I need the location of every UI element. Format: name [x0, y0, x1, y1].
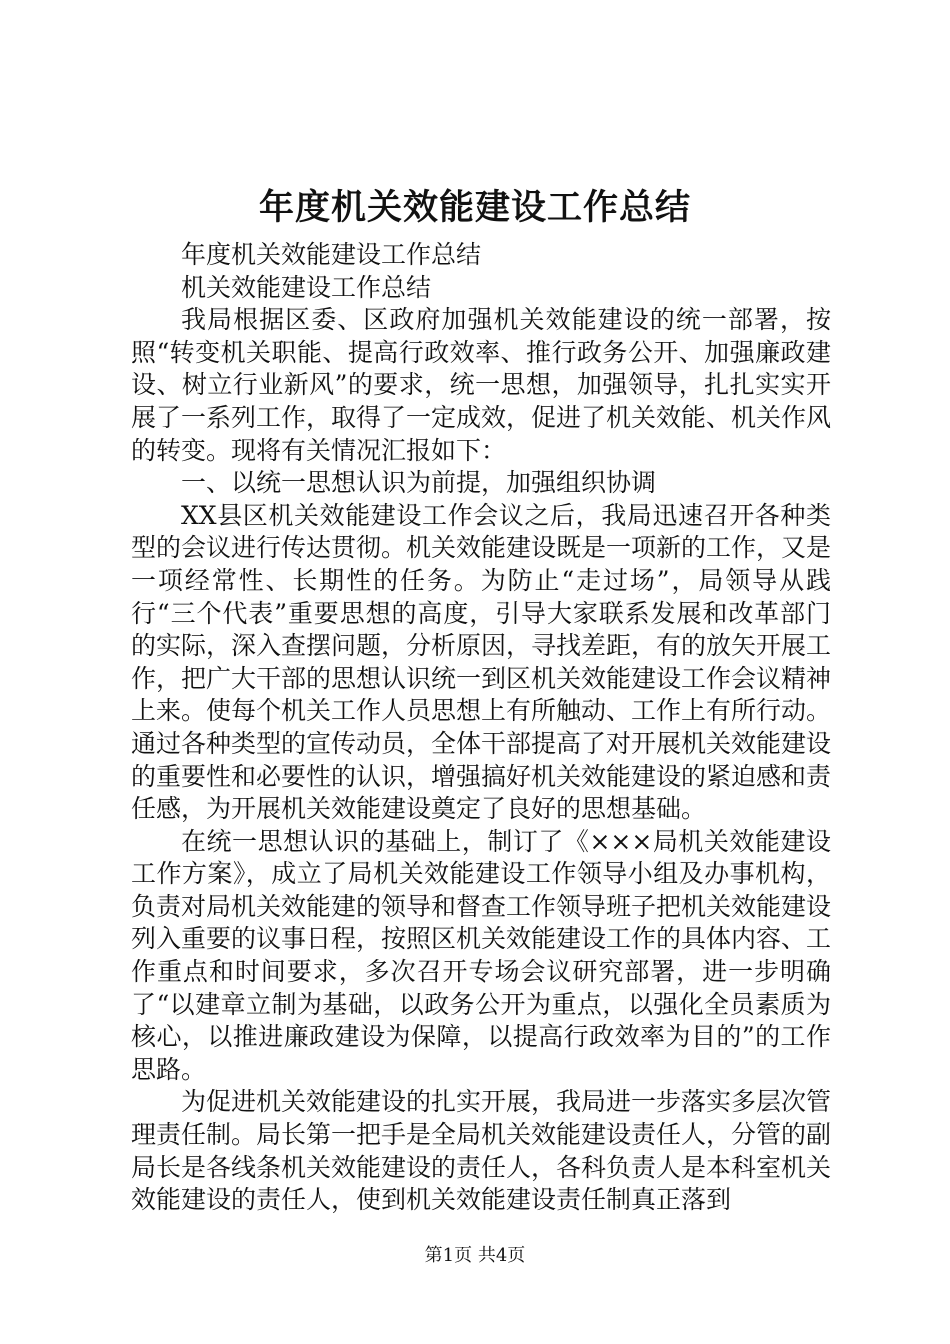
paragraph: 在统一思想认识的基础上，制订了《×××局机关效能建设工作方案》，成立了局机关效能建设工作领导小组及办事机构，负责对局机关效能建的领导和督查工作领导班子把机关效能建设列入重要的议事日程，按照区机关效能建设工作的具体内容、工作重点和时间要求，多次召开专场会议研究部署，进一步明确了“以建章立制为基础，以政务公开为重点，以强化全员素质为核心，以推进廉政建设为保障，以提高行政效率为目的”的工作思路。 [131, 826, 832, 1084]
paragraph: 年度机关效能建设工作总结 [181, 240, 482, 269]
paragraph: XX县区机关效能建设工作会议之后，我局迅速召开各种类型的会议进行传达贯彻。机关效能建设既是一项新的工作，又是一项经常性、长期性的任务。为防止“走过场”，局领导从践行“三个代表”重要思想的高度，引导大家联系发展和改革部门的实际，深入查摆问题，分析原因，寻找差距，有的放矢开展工作，把广大干部的思想认识统一到区机关效能建设工作会议精神上来。使每个机关工作人员思想上有所触动、工作上有所行动。通过各种类型的宣传动员，全体干部提高了对开展机关效能建设的重要性和必要性的认识，增强搞好机关效能建设的紧迫感和责任感，为开展机关效能建设奠定了良好的思想基础。 [131, 500, 832, 824]
document-title: 年度机关效能建设工作总结 [258, 187, 691, 228]
paragraph: 机关效能建设工作总结 [181, 272, 432, 302]
document-body [131, 239, 831, 1217]
paragraph: 为促进机关效能建设的扎实开展，我局进一步落实多层次管理责任制。局长第一把手是全局机关效能建设责任人，分管的副局长是各线条机关效能建设的责任人，各科负责人是本科室机关效能建设的责任人，使到机关效能建设责任制真正落到 [131, 1087, 832, 1215]
paragraph: 我局根据区委、区政府加强机关效能建设的统一部署，按照“转变机关职能、提高行政效率、推行政务公开、加强廉政建设、树立行业新风”的要求，统一思想，加强领导，扎扎实实开展了一系列工作，取得了一定成效，促进了机关效能、机关作风的转变。现将有关情况汇报如下： [131, 305, 832, 465]
page-footer: 第1页 共4页 [424, 1245, 526, 1266]
section-heading: 一、以统一思想认识为前提，加强组织协调 [181, 468, 657, 498]
